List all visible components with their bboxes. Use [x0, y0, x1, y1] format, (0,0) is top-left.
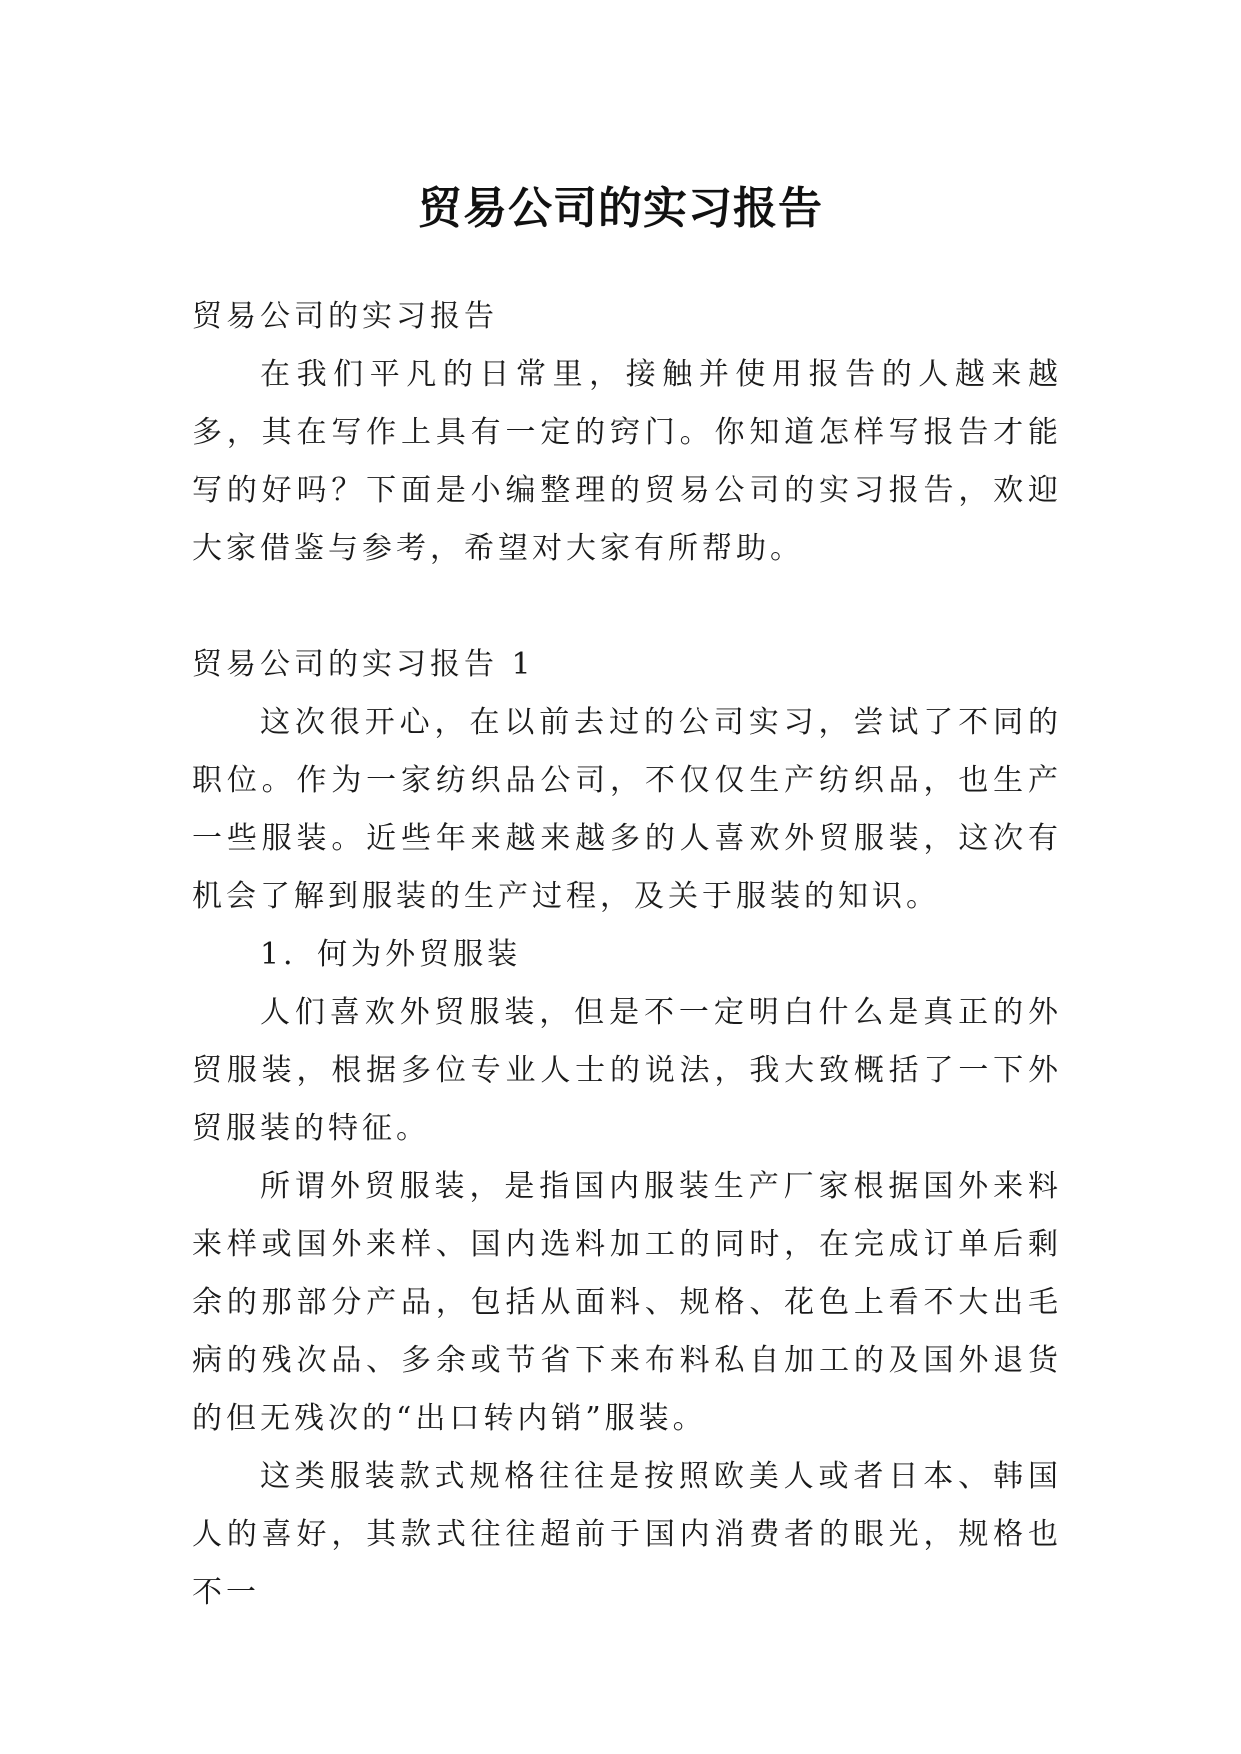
paragraph-intro: 在我们平凡的日常里，接触并使用报告的人越来越多，其在写作上具有一定的窍门。你知道怎样写报告才能写的好吗？下面是小编整理的贸易公司的实习报告，欢迎大家借鉴与参考，希望对大家有所帮助。	[192, 357, 1062, 566]
paragraph-body: 所谓外贸服装，是指国内服装生产厂家根据国外来料来样或国外来样、国内选料加工的同时，在完成订单后剩余的那部分产品，包括从面料、规格、花色上看不大出毛病的残次品、多余或节省下来布料私自加工的及国外退货的但无残次的“出口转内销”服装。	[192, 1169, 1062, 1436]
paragraph-numbered-heading: 1．何为外贸服装	[260, 937, 522, 972]
page-title: 贸易公司的实习报告	[418, 183, 823, 235]
paragraph-body: 这类服装款式规格往往是按照欧美人或者日本、韩国人的喜好，其款式往往超前于国内消费者的眼光，规格也不一	[192, 1459, 1062, 1610]
paragraph-body: 这次很开心，在以前去过的公司实习，尝试了不同的职位。作为一家纺织品公司，不仅仅生产纺织品，也生产一些服装。近些年来越来越多的人喜欢外贸服装，这次有机会了解到服装的生产过程，及关于服装的知识。	[192, 705, 1062, 914]
paragraph-subtitle: 贸易公司的实习报告	[192, 299, 498, 334]
paragraph-section-heading: 贸易公司的实习报告 1	[192, 647, 535, 682]
paragraph-body: 人们喜欢外贸服装，但是不一定明白什么是真正的外贸服装，根据多位专业人士的说法，我大致概括了一下外贸服装的特征。	[192, 995, 1062, 1146]
document-body	[192, 288, 1062, 1622]
